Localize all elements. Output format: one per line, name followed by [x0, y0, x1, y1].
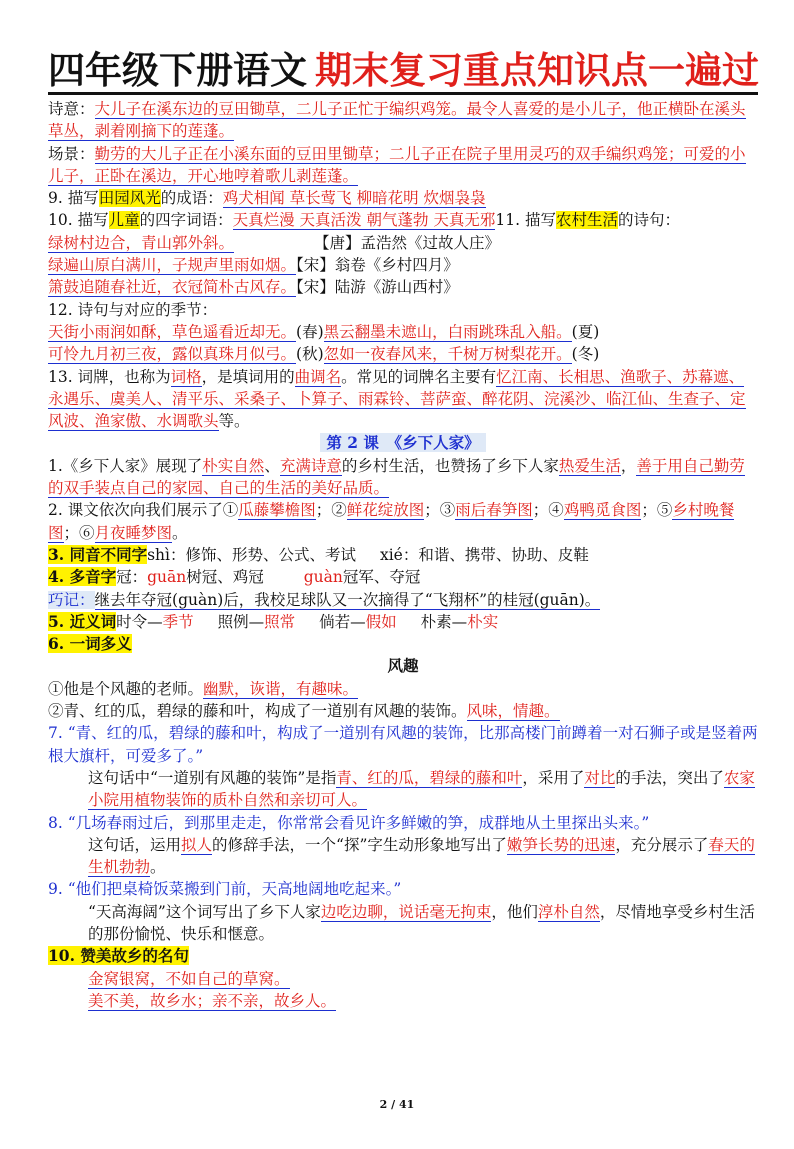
answer: 乡村晚餐图 [48, 501, 735, 542]
header-rule [48, 92, 758, 95]
page-number: 2 / 41 [379, 1098, 415, 1111]
text: 。 [150, 858, 166, 877]
source: 【宋】翁卷《乡村四月》 [296, 256, 459, 275]
text: ，是填词用的 [201, 367, 295, 386]
source: 【宋】陆游《游山西村》 [296, 278, 459, 297]
highlight: 6. 一词多义 [48, 634, 132, 654]
season: (夏) [571, 322, 600, 341]
answer: 青、红的瓜，碧绿的藤和叶 [336, 768, 523, 787]
answer: 嫩笋长势的迅速 [506, 835, 616, 854]
text: 1.《乡下人家》展现了 [48, 456, 203, 475]
header-title-red: 期末复习重点知识点一遍过 [315, 49, 759, 92]
text: 这句话，运用 [88, 835, 182, 854]
proverb-2 [48, 990, 758, 1012]
answer: 美不美，故乡水；亲不亲，故乡人。 [88, 991, 337, 1010]
text: “天高海阔”这个词写出了乡下人家 [88, 902, 321, 921]
answer: 善于用自己勤劳的双手装点自己的家园、自己的生活的美好品质。 [48, 456, 745, 498]
item-13 [48, 366, 758, 433]
answer: 春天的生机勃勃 [88, 835, 755, 877]
answer: 边吃边聊，说话毫无拘束 [320, 902, 492, 921]
text: 继去年夺冠(guàn)后，我校足球队又一次摘得了“飞翔杯”的桂冠(guān)。 [94, 590, 601, 609]
text: 的手法，突出了 [615, 768, 724, 787]
polysemy-word: 风趣 [387, 656, 419, 676]
text: ，充分展示了 [615, 835, 709, 854]
text: 朴素— [420, 612, 468, 631]
answer: 勤劳的大儿子正在小溪东面的豆田里锄草；二儿子正在院子里用灵巧的双手编织鸡笼；可爱的小儿子，正卧在溪边，开心地哼着歌儿剥莲蓬。 [48, 144, 746, 185]
label: 巧记： [48, 590, 95, 609]
answer: 瓜藤攀檐图 [238, 501, 316, 520]
answer: 金窝银窝，不如自己的草窝。 [88, 969, 290, 988]
text: ， [620, 456, 637, 475]
season: (秋) [296, 345, 324, 364]
answer: 鲜花绽放图 [346, 501, 425, 520]
poem: 绿遍山原白满川，子规声里雨如烟。 [48, 256, 297, 275]
question-4 [48, 566, 758, 588]
text: 。常见的词牌名主要有 [341, 367, 497, 386]
highlight: 农村生活 [555, 211, 618, 230]
header-title-black: 四年级下册语文 [48, 49, 307, 92]
answer: 幽默，诙谐，有趣味。 [203, 679, 359, 698]
text: 13. 词牌，也称为 [48, 367, 171, 386]
text: 9. 描写 [48, 189, 99, 208]
label: 场景： [48, 144, 95, 163]
answer: 农家小院用植物装饰的质朴自然和亲切可人。 [88, 768, 755, 810]
season: (冬) [571, 345, 600, 364]
text: ，尽情地享受乡村生活的那份愉悦、快乐和惬意。 [88, 902, 755, 943]
poem: 天街小雨润如酥，草色遥看近却无。 [48, 322, 297, 341]
answer: 曲调名 [294, 367, 342, 386]
question-6 [48, 633, 758, 655]
season-line-2 [48, 343, 758, 365]
text: ②青、红的瓜，碧绿的藤和叶，构成了一道别有风趣的装饰。 [48, 702, 467, 721]
text: 、 [264, 456, 280, 475]
season-line-1 [48, 321, 758, 343]
poem-line-3 [48, 276, 758, 298]
text: ，采用了 [522, 768, 585, 787]
meaning-2 [48, 700, 758, 722]
text: ；③ [424, 501, 456, 520]
poem-scene [48, 143, 758, 188]
item-10-11 [48, 209, 758, 231]
item-12-title: 12. 诗句与对应的季节： [48, 300, 218, 319]
text: ；④ [532, 501, 564, 520]
proverb-1 [48, 968, 758, 990]
answer: 天真烂漫 天真活泼 朝气蓬勃 天真无邪 [232, 211, 496, 230]
poem: 绿树村边合，青山郭外斜。 [48, 233, 235, 252]
answer: 淳朴自然 [537, 902, 600, 921]
text: 的四字词语： [139, 211, 233, 230]
text: 倘若— [319, 612, 366, 631]
answer: 热爱生活 [558, 456, 621, 475]
text: 冠： [116, 568, 148, 587]
text: ，他们 [491, 902, 538, 921]
question-10 [48, 945, 758, 967]
answer: 朴实 [467, 612, 499, 631]
answer: 大儿子在溪东边的豆田锄草，二儿子正忙于编织鸡笼。最令人喜爱的是小儿子，他正横卧在溪头草丛，剥着刚摘下的莲蓬。 [48, 100, 746, 141]
poem: 黑云翻墨未遮山，白雨跳珠乱入船。 [323, 322, 572, 341]
answer-7 [48, 767, 758, 812]
question-5 [48, 611, 758, 633]
text: 。 [172, 523, 188, 542]
pinyin: guàn [303, 568, 343, 587]
text: 的修辞手法，一个“探”字生动形象地写出了 [212, 835, 507, 854]
text: ①他是个风趣的老师。 [48, 679, 204, 698]
question-8: 8. “几场春雨过后，到那里走走，你常常会看见许多鲜嫩的笋，成群地从土里探出头来。” [48, 813, 650, 832]
highlight: 田园风光 [98, 189, 161, 208]
text: 照例— [217, 612, 265, 631]
answer-8 [48, 834, 758, 879]
text: 时令— [116, 612, 163, 631]
text: ；⑤ [641, 501, 673, 520]
source: 【唐】孟浩然《过故人庄》 [314, 233, 501, 252]
answer: 照常 [264, 612, 296, 631]
question-1 [48, 455, 758, 500]
answer: 雨后春笋图 [455, 501, 533, 520]
poem: 忽如一夜春风来，千树万树梨花开。 [323, 345, 572, 364]
text: ；② [315, 501, 347, 520]
answer: 假如 [365, 612, 397, 631]
text: 冠军、夺冠 [342, 568, 421, 587]
poem-meaning [48, 98, 758, 143]
answer: 拟人 [181, 835, 213, 854]
poem-line-1 [48, 232, 758, 254]
question-2 [48, 499, 758, 544]
meaning-1 [48, 678, 758, 700]
pinyin: guān [147, 568, 187, 587]
text: 11. 描写 [495, 211, 556, 230]
lesson-title-text: 第 2 课 《乡下人家》 [320, 433, 485, 452]
text: xié：和谐、携带、协助、皮鞋 [379, 545, 589, 564]
label: 诗意： [48, 100, 95, 118]
answer: 鸡鸭觅食图 [563, 501, 642, 520]
text: 的诗句： [618, 211, 681, 230]
question-7: 7. “青、红的瓜，碧绿的藤和叶，构成了一道别有风趣的装饰，比那高楼门前蹲着一对石狮子或是竖着两根大旗杆，可爱多了。” [48, 724, 758, 765]
text: shì：修饰、形势、公式、考试 [147, 545, 356, 564]
text: 2. 课文依次向我们展示了① [48, 501, 239, 520]
highlight: 10. 赞美故乡的名句 [48, 946, 189, 966]
text: 树冠、鸡冠 [186, 568, 264, 587]
text: ；⑥ [63, 523, 95, 542]
text: 的成语： [160, 189, 223, 208]
highlight: 5. 近义词 [48, 611, 117, 631]
answer: 充满诗意 [279, 456, 342, 475]
highlight: 儿童 [108, 211, 140, 230]
text: 等。 [218, 412, 250, 431]
memory-tip [48, 589, 758, 611]
question-9: 9. “他们把桌椅饭菜搬到门前，天高地阔地吃起来。” [48, 880, 402, 899]
answer: 忆江南、长相思、渔歌子、苏幕遮、永遇乐、虞美人、清平乐、采桑子、卜算子、雨霖铃、菩萨蛮、醉花阴、浣溪沙、临江仙、生查子、定风波、渔家傲、水调歌头 [48, 367, 746, 431]
answer: 鸡犬相闻 草长莺飞 柳暗花明 炊烟袅袅 [222, 189, 486, 208]
answer: 风味，情趣。 [466, 702, 560, 721]
content [48, 98, 758, 1012]
text: 的乡村生活，也赞扬了乡下人家 [341, 456, 559, 475]
question-3 [48, 544, 758, 566]
answer: 季节 [162, 612, 194, 631]
highlight: 3. 同音不同字 [48, 544, 148, 564]
lesson-title [48, 432, 758, 454]
poem: 箫鼓追随春社近，衣冠简朴古风存。 [48, 278, 297, 297]
poem: 可怜九月初三夜，露似真珠月似弓。 [48, 345, 297, 364]
answer: 月夜睡梦图 [94, 523, 173, 542]
text: 这句话中“一道别有风趣的装饰”是指 [88, 768, 337, 787]
answer-9 [48, 901, 758, 946]
answer: 对比 [584, 768, 616, 787]
answer: 词格 [170, 367, 202, 386]
season: (春) [296, 322, 324, 341]
poem-line-2 [48, 254, 758, 276]
text: 10. 描写 [48, 211, 109, 230]
highlight: 4. 多音字 [48, 567, 117, 587]
answer: 朴实自然 [202, 456, 265, 475]
item-9 [48, 187, 758, 209]
